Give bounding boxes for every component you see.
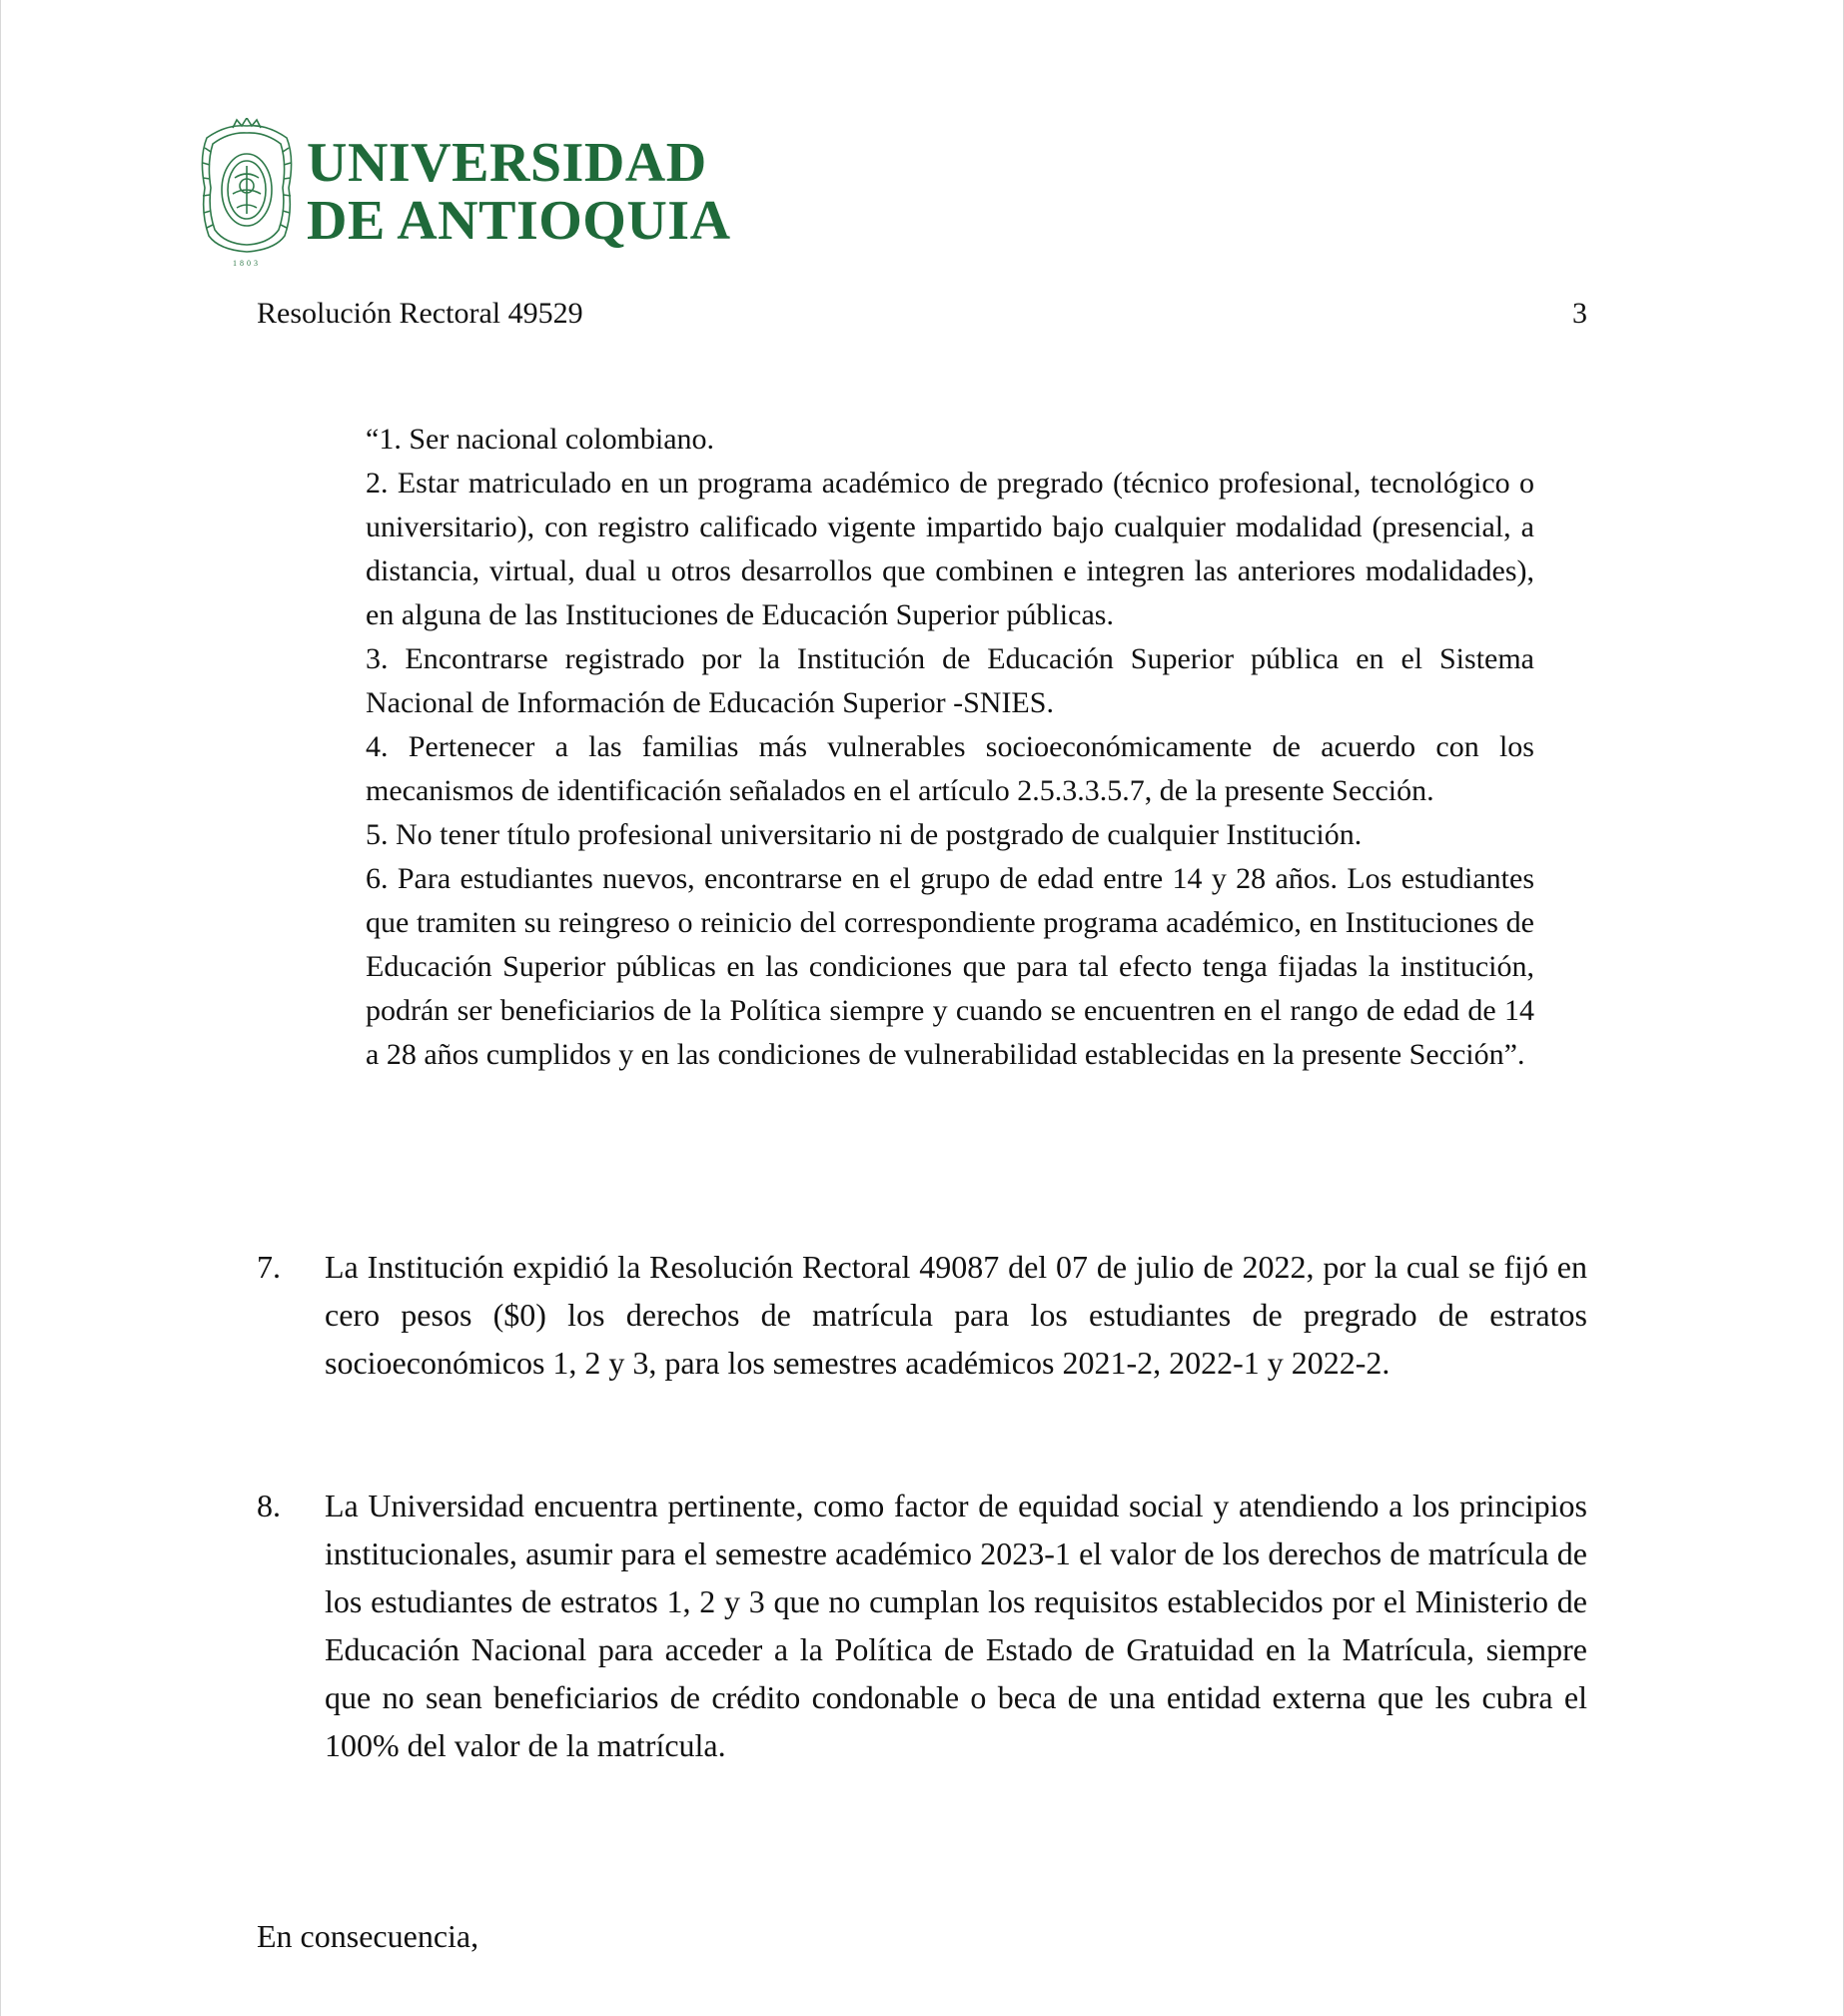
seal-year: 1803 (233, 259, 261, 268)
quote-item: “1. Ser nacional colombiano. (366, 423, 715, 456)
page-number: 3 (1572, 297, 1587, 330)
paragraph-number: 7. (257, 1249, 281, 1285)
closing-phrase: En consecuencia, (257, 1918, 479, 1954)
considering-paragraph (257, 1482, 1587, 1769)
paragraph-text: La Universidad encuentra pertinente, como factor de equidad social y atendiendo a los principios institucionales, asumir para el semestre académico 2023-1 el valor de los derechos de matrícula de los estudiantes de estratos 1, 2 y 3 que no cumplan los requisitos establecidos por el Ministerio de Educación Nacional para acceder a la Política de Estado de Gratuidad en la Matrícula, siempre que no sean beneficiarios de crédito condonable o beca de una entidad externa que les cubra el 100% del valor de la matrícula. (325, 1488, 1587, 1763)
paragraph-number: 8. (257, 1488, 281, 1523)
quote-item: 6. Para estudiantes nuevos, encontrarse en el grupo de edad entre 14 y 28 años. Los estudiantes que tramiten su reingreso o reinicio del correspondiente programa académico, en Instituciones de Educación Superior públicas en las condiciones que para tal efecto tenga fijadas la institución, podrán ser beneficiarios de la Política siempre y cuando se encuentren en el rango de edad de 14 a 28 años cumplidos y en las condiciones de vulnerabilidad establecidas en la presente Sección”. (366, 862, 1534, 1071)
quote-item: 3. Encontrarse registrado por la Institución de Educación Superior pública en el Sistema Nacional de Información de Educación Superior -SNIES. (366, 642, 1534, 719)
university-name-line1: UNIVERSIDAD (307, 132, 707, 194)
quote-item: 5. No tener título profesional universitario ni de postgrado de cualquier Institución. (366, 818, 1363, 851)
quote-item: 2. Estar matriculado en un programa académico de pregrado (técnico profesional, tecnológico o universitario), con registro calificado vigente impartido bajo cualquier modalidad (presencial, a distancia, virtual, dual u otros desarrollos que combinen e integren las anteriores modalidades), en alguna de las Instituciones de Educación Superior públicas. (366, 467, 1534, 631)
considering-paragraph (257, 1243, 1587, 1387)
university-seal-icon (197, 118, 297, 268)
paragraph-text: La Institución expidió la Resolución Rectoral 49087 del 07 de julio de 2022, por la cual se fijó en cero pesos ($0) los derechos de matrícula para los estudiantes de pregrado de estratos socioeconómicos 1, 2 y 3, para los semestres académicos 2021-2, 2022-1 y 2022-2. (325, 1249, 1587, 1381)
university-name (307, 134, 731, 250)
document-header (257, 296, 1587, 332)
university-logo (197, 118, 731, 268)
quoted-requirements (366, 418, 1534, 1077)
resolution-title: Resolución Rectoral 49529 (257, 297, 583, 330)
university-name-line2: DE ANTIOQUIA (307, 190, 731, 252)
quote-item: 4. Pertenecer a las familias más vulnerables socioeconómicamente de acuerdo con los mecanismos de identificación señalados en el artículo 2.5.3.3.5.7, de la presente Sección. (366, 730, 1534, 807)
